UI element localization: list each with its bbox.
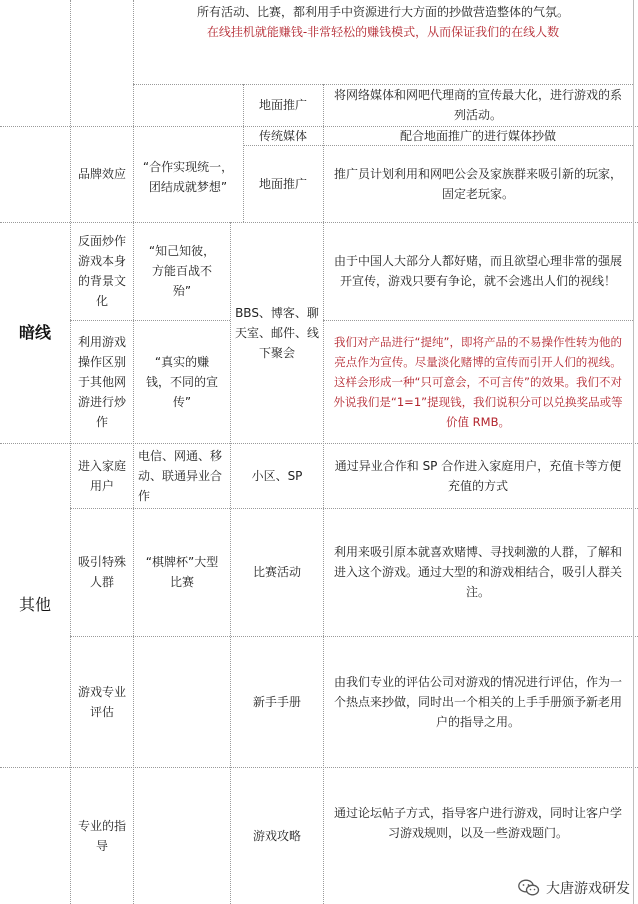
other-category-1: 进入家庭用户 [77, 458, 126, 493]
brand-description-2: 配合地面推广的进行媒体抄做 [399, 128, 556, 143]
brand-strategy: “合作实现统一，团结成就梦想” [142, 160, 234, 194]
column-divider [230, 222, 231, 904]
other-method-1: 小区、SP [251, 468, 303, 483]
dark-category-2: 利用游戏操作区别于其他网游进行炒作 [77, 334, 126, 429]
other-category-2: 吸引特殊人群 [77, 555, 126, 589]
column-divider [70, 0, 71, 904]
brand-description-1: 将网络媒体和网吧代理商的宣传最大化，进行游戏的系列活动。 [333, 88, 622, 122]
wechat-icon [518, 879, 540, 897]
brand-category: 品牌效应 [77, 167, 126, 181]
other-label: 其他 [18, 595, 51, 614]
other-description-1: 通过异业合作和 SP 合作进入家庭用户，充值卡等方便充值的方式 [334, 458, 622, 493]
other-description-3: 由我们专业的评估公司对游戏的情况进行评估，作为一个热点来抄做，同时出一个相关的上手手册颁予新老用户的指导之用。 [333, 674, 622, 729]
brand-method-2: 传统媒体 [258, 128, 307, 143]
column-divider [133, 0, 134, 126]
dark-description-1: 由于中国人大部分人都好赌，而且欲望心理非常的强展开宣传，游戏只要有争论，就不会逃出人们的视线！ [333, 254, 622, 288]
watermark-text: 大唐游戏研发 [546, 881, 630, 897]
dark-method: BBS、博客、聊天室、邮件、线下聚会 [234, 305, 319, 360]
other-description-4: 通过论坛帖子方式，指导客户进行游戏，同时让客户学习游戏规则，以及一些游戏题门。 [333, 806, 622, 840]
dark-description-2: 我们对产品进行“提纯”，即将产品的不易操作性转为他的亮点作为宣传。尽量淡化赌博的宣传而引开人们的视线。这样会形成一种“只可意会，不可言传”的效果。我们不对外说我们是“1=1”提现钱，我们说积分可以兑换奖品或等价值 RMB。 [333, 334, 623, 429]
column-divider [133, 126, 134, 904]
dark-category-1: 反面炒作游戏本身的背景文化 [77, 234, 126, 308]
top-summary-text: 所有活动、比赛，都利用手中资源进行大方面的抄做营造整体的气氛。 [196, 5, 569, 19]
other-method-4: 游戏攻略 [252, 828, 301, 843]
watermark [518, 878, 630, 898]
brand-description-3: 推广员计划利用和网吧公会及家族群来吸引新的玩家，固定老玩家。 [333, 166, 622, 201]
brand-method-3: 地面推广 [258, 176, 307, 191]
dark-strategy-2: “真实的赚钱，不同的宣传” [145, 354, 218, 409]
column-divider [323, 84, 324, 904]
top-highlight-text: 在线挂机就能赚钱-非常轻松的赚钱模式，从而保证我们的在线人数 [206, 25, 560, 39]
other-method-3: 新手手册 [252, 694, 301, 709]
other-category-4: 专业的指导 [77, 818, 126, 853]
brand-method-1: 地面推广 [258, 98, 307, 112]
right-border [633, 0, 634, 904]
dark-line-label: 暗线 [18, 322, 51, 342]
other-strategy-2: “棋牌杯”大型比赛 [145, 555, 219, 589]
other-category-3: 游戏专业评估 [77, 684, 126, 719]
dark-strategy-1: “知己知彼，方能百战不殆” [148, 244, 216, 298]
other-method-2: 比赛活动 [252, 565, 301, 579]
other-strategy-1: 电信、网通、移动、联通异业合作 [138, 448, 223, 503]
other-description-2: 利用来吸引原本就喜欢赌博、寻找刺激的人群，了解和进入这个游戏。通过大型的和游戏相结合，吸引人群关注。 [333, 545, 622, 599]
